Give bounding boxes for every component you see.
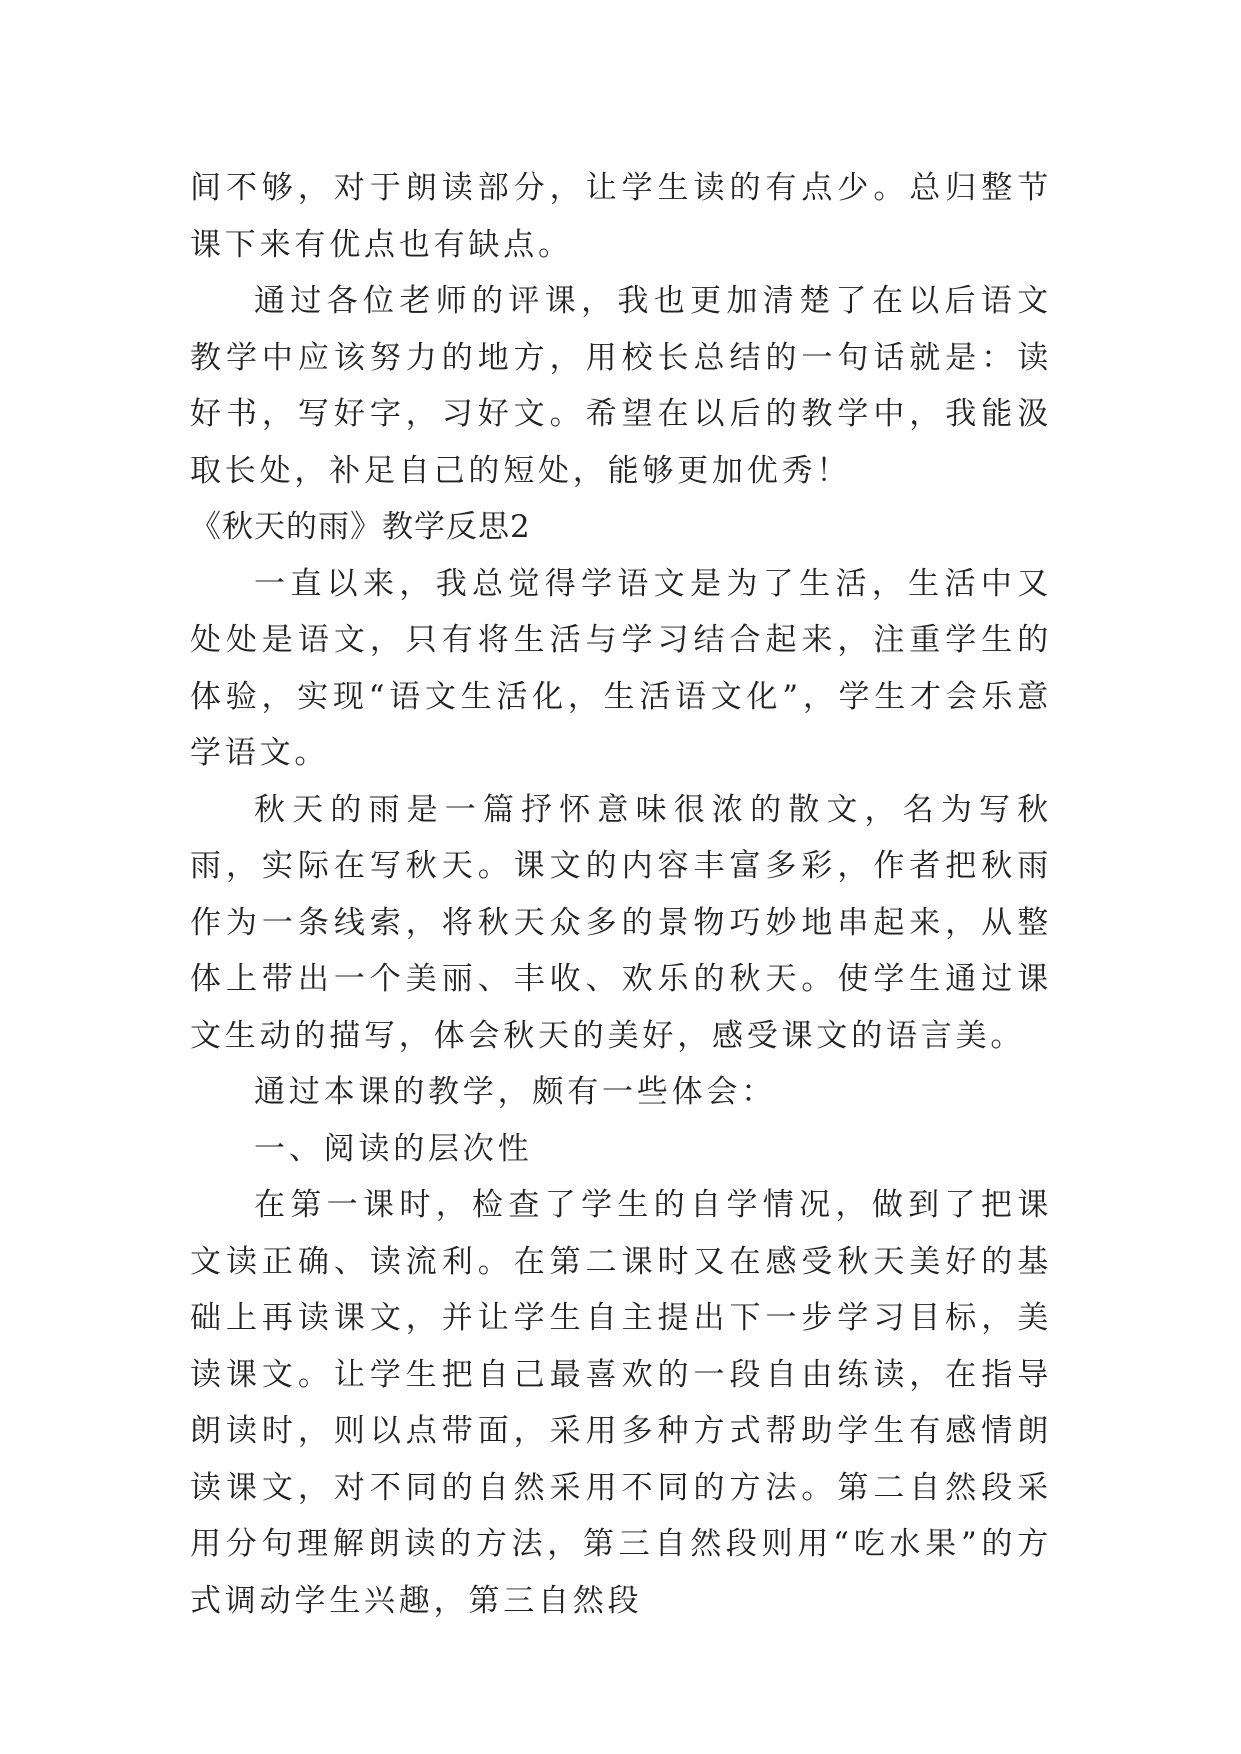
paragraph-continuation: 间不够，对于朗读部分，让学生读的有点少。总归整节课下来有优点也有缺点。 — [190, 170, 1052, 263]
paragraph-reflection-lead: 通过本课的教学，颇有一些体会： — [254, 1074, 776, 1110]
paragraph-reading-levels: 在第一课时，检查了学生的自学情况，做到了把课文读正确、读流利。在第二课时又在感受秋天美好的基础上再读课文，并让学生自主提出下一步学习目标，美读课文。让学生把自己最喜欢的一段自由练读，在指导朗读时，则以点带面，采用多种方式帮助学生有感情朗读课文，对不同的自然采用不同的方法。第二自然段采用分句理解朗读的方法，第三自然段则用“吃水果”的方式调动学生兴趣，第三自然段 — [190, 1187, 1052, 1619]
document-body — [190, 160, 1052, 1629]
subheading-reading-levels: 一、阅读的层次性 — [254, 1130, 533, 1167]
paragraph-intro: 一直以来，我总觉得学语文是为了生活，生活中又处处是语文，只有将生活与学习结合起来，注重学生的体验，实现“语文生活化，生活语文化”，学生才会乐意学语文。 — [190, 565, 1052, 771]
paragraph-text-analysis: 秋天的雨是一篇抒怀意味很浓的散文，名为写秋雨，实际在写秋天。课文的内容丰富多彩，作者把秋雨作为一条线索，将秋天众多的景物巧妙地串起来，从整体上带出一个美丽、丰收、欢乐的秋天。使学生通过课文生动的描写，体会秋天的美好，感受课文的语言美。 — [190, 791, 1052, 1054]
section-heading: 《秋天的雨》教学反思2 — [190, 509, 531, 545]
paragraph-evaluation: 通过各位老师的评课，我也更加清楚了在以后语文教学中应该努力的地方，用校长总结的一句话就是：读好书，写好字，习好文。希望在以后的教学中，我能汲取长处，补足自己的短处，能够更加优秀！ — [190, 283, 1052, 489]
